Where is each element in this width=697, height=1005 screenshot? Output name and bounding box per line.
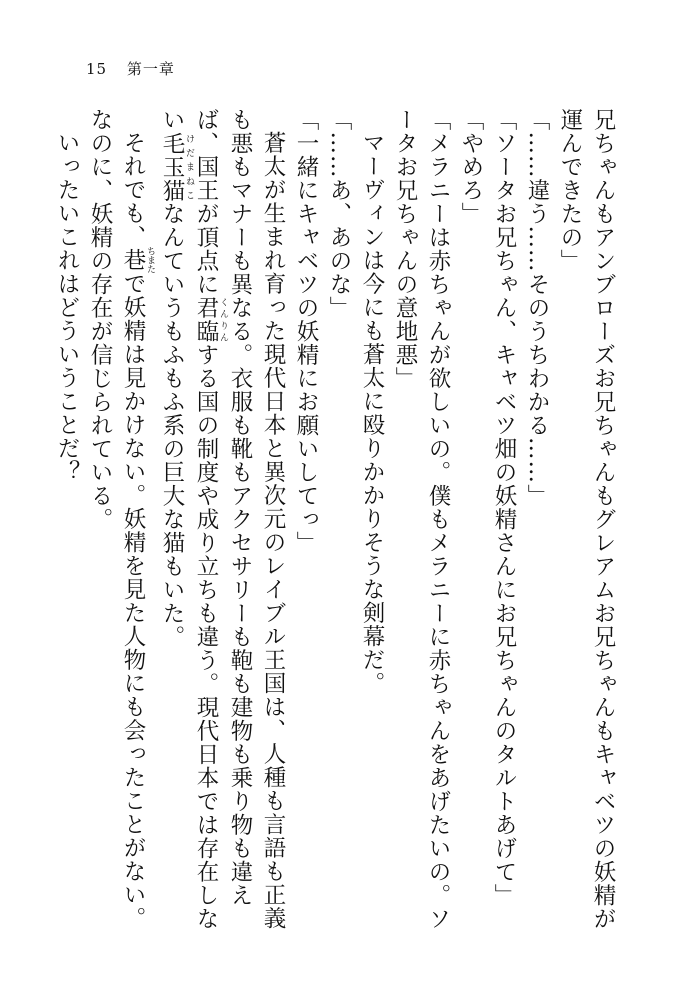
- page-number: 15: [86, 60, 108, 78]
- paragraph-11: いったいこれはどういうことだ？: [54, 130, 80, 483]
- paragraph-2: 「……違う……そのうちわかる……」: [524, 108, 550, 508]
- paragraph-10: [83, 108, 155, 943]
- paragraph-10-part-a: それでも、: [120, 130, 146, 248]
- running-header: [86, 58, 175, 79]
- paragraph-3: 「ソータお兄ちゃん、キャベツ畑の妖精さんにお兄ちゃんのタルトあげて」: [491, 108, 517, 907]
- paragraph-5: 「メラニーは赤ちゃんが欲しいの。僕もメラニーに赤ちゃんをあげたいの。ソータお兄ちゃんの意地悪」: [392, 108, 451, 931]
- paragraph-1: 兄ちゃんもアンブローズお兄ちゃんもグレアムお兄ちゃんもキャベツの妖精が運んできたの」: [557, 108, 616, 931]
- chapter-title: 第一章: [126, 60, 175, 78]
- ruby-kedamaneko: 毛玉猫 けだまねこ: [159, 131, 194, 202]
- paragraph-7: 「……あ、あのな」: [326, 108, 352, 320]
- paragraph-9-part-b: する国の制度や成り立ちも違う。現代日本では存在しない: [159, 108, 219, 931]
- ruby-chimata: 巷 ちまた: [120, 246, 155, 274]
- paragraph-6: マーヴィンは今にも蒼太に殴りかかりそうな剣幕だ。: [359, 130, 385, 695]
- paragraph-10-part-b: で妖精は見かけない。妖精を見た人物にも会ったことがない。なのに、妖精の存在が信じられている。: [87, 108, 146, 930]
- paragraph-9-part-c: なんていうもふもふ系の巨大な猫もいた。: [159, 202, 185, 649]
- ruby-kunrin: 君臨 くんりん: [193, 296, 228, 343]
- paragraph-9-part-a: 蒼太が生まれ育った現代日本と異次元のレイブル王国は、人種も言語も正義も悪もマナーも異なる。衣服も靴もアクセサリーも鞄も建物も乗り物も違えば、国王が頂点に: [193, 108, 286, 930]
- paragraph-8: 「一緒にキャベツの妖精にお願いしてっ」: [293, 108, 319, 555]
- paragraph-9: [155, 108, 289, 943]
- paragraph-4: 「やめろ」: [458, 108, 484, 226]
- vertical-body-text: [54, 108, 619, 943]
